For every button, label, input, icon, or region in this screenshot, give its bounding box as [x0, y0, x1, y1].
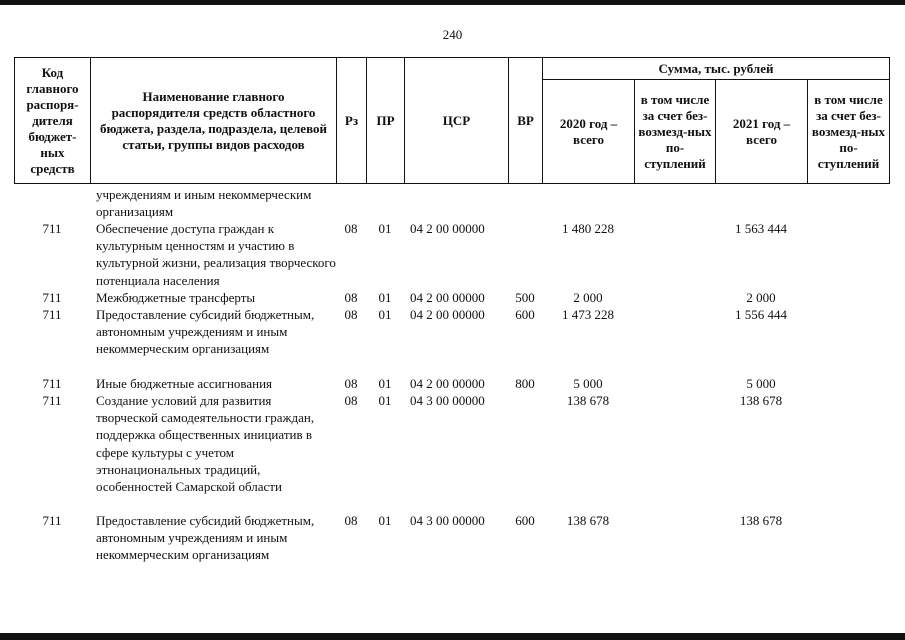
cell-sum-2021: 5 000 [746, 376, 776, 391]
header-name: Наименование главного распорядителя средств областного бюджета, раздела, подраздела, целевой статьи, группы видов расходов [91, 58, 337, 184]
header-vr: ВР [509, 58, 543, 184]
header-csr: ЦСР [405, 58, 509, 184]
cell-sum-2020: 138 678 [566, 513, 610, 528]
cell-csr: 04 3 00 00000 [410, 393, 485, 408]
cell-sum-2020: 138 678 [566, 393, 610, 408]
cell-vr: 600 [515, 513, 535, 528]
header-2021-incl: в том числе за счет без-возмезд-ных по-ступлений [808, 80, 890, 184]
cell-sum-2020: 1 473 228 [562, 307, 614, 322]
cell-csr: 04 2 00 00000 [410, 307, 485, 322]
page-number: 240 [442, 27, 463, 42]
header-2020-total: 2020 год – всего [543, 80, 635, 184]
cell-name: Предоставление субсидий бюджетным, автономным учреждениям и иным некоммерческим организациям [96, 307, 315, 357]
cell-sum-2021: 1 563 444 [735, 221, 787, 236]
cell-name: Иные бюджетные ассигнования [96, 376, 273, 391]
cell-sum-2020: 2 000 [573, 290, 603, 305]
cell-vr: 800 [515, 376, 535, 391]
cell-kod: 711 [42, 376, 62, 391]
cell-sum-2020: 1 480 228 [562, 221, 614, 236]
bottom-border [0, 633, 905, 640]
cell-name: Межбюджетные трансферты [96, 290, 256, 305]
cell-rz: 08 [344, 513, 358, 528]
cell-name: Предоставление субсидий бюджетным, автономным учреждениям и иным некоммерческим организациям [96, 513, 315, 563]
cell-rz: 08 [344, 393, 358, 408]
cell-kod: 711 [42, 513, 62, 528]
cell-csr: 04 3 00 00000 [410, 513, 485, 528]
cell-pr: 01 [378, 221, 392, 236]
cell-sum-2021: 138 678 [739, 393, 783, 408]
cell-pr: 01 [378, 513, 392, 528]
cell-kod: 711 [42, 307, 62, 322]
cell-sum-2021: 138 678 [739, 513, 783, 528]
cell-pr: 01 [378, 307, 392, 322]
cell-pr: 01 [378, 376, 392, 391]
cell-rz: 08 [344, 307, 358, 322]
header-rz: Рз [337, 58, 367, 184]
cell-name: учреждениям и иным некоммерческим организациям [96, 187, 312, 220]
top-border [0, 0, 905, 5]
cell-kod: 711 [42, 290, 62, 305]
cell-sum-2020: 5 000 [573, 376, 603, 391]
header-2020-incl: в том числе за счет без-возмезд-ных по-ступлений [635, 80, 716, 184]
cell-csr: 04 2 00 00000 [410, 376, 485, 391]
cell-vr: 600 [515, 307, 535, 322]
table-header [14, 57, 890, 184]
cell-pr: 01 [378, 393, 392, 408]
cell-name: Обеспечение доступа граждан к культурным ценностям и участию в культурной жизни, реализация творческого потенциала населения [96, 221, 336, 288]
header-kod: Код главного распоря-дителя бюджет-ных средств [15, 58, 91, 184]
cell-name: Создание условий для развития творческой самодеятельности граждан, поддержка общественных инициатив в сфере культуры с учетом этнонациональных традиций, особенностей Самарской области [96, 393, 315, 495]
header-2021-total: 2021 год – всего [716, 80, 808, 184]
cell-rz: 08 [344, 376, 358, 391]
cell-rz: 08 [344, 221, 358, 236]
header-pr: ПР [367, 58, 405, 184]
cell-sum-2021: 2 000 [746, 290, 776, 305]
cell-sum-2021: 1 556 444 [735, 307, 787, 322]
cell-kod: 711 [42, 393, 62, 408]
cell-rz: 08 [344, 290, 358, 305]
cell-kod: 711 [42, 221, 62, 236]
cell-vr: 500 [515, 290, 535, 305]
cell-pr: 01 [378, 290, 392, 305]
header-sum: Сумма, тыс. рублей [543, 58, 890, 80]
cell-csr: 04 2 00 00000 [410, 221, 485, 236]
cell-csr: 04 2 00 00000 [410, 290, 485, 305]
